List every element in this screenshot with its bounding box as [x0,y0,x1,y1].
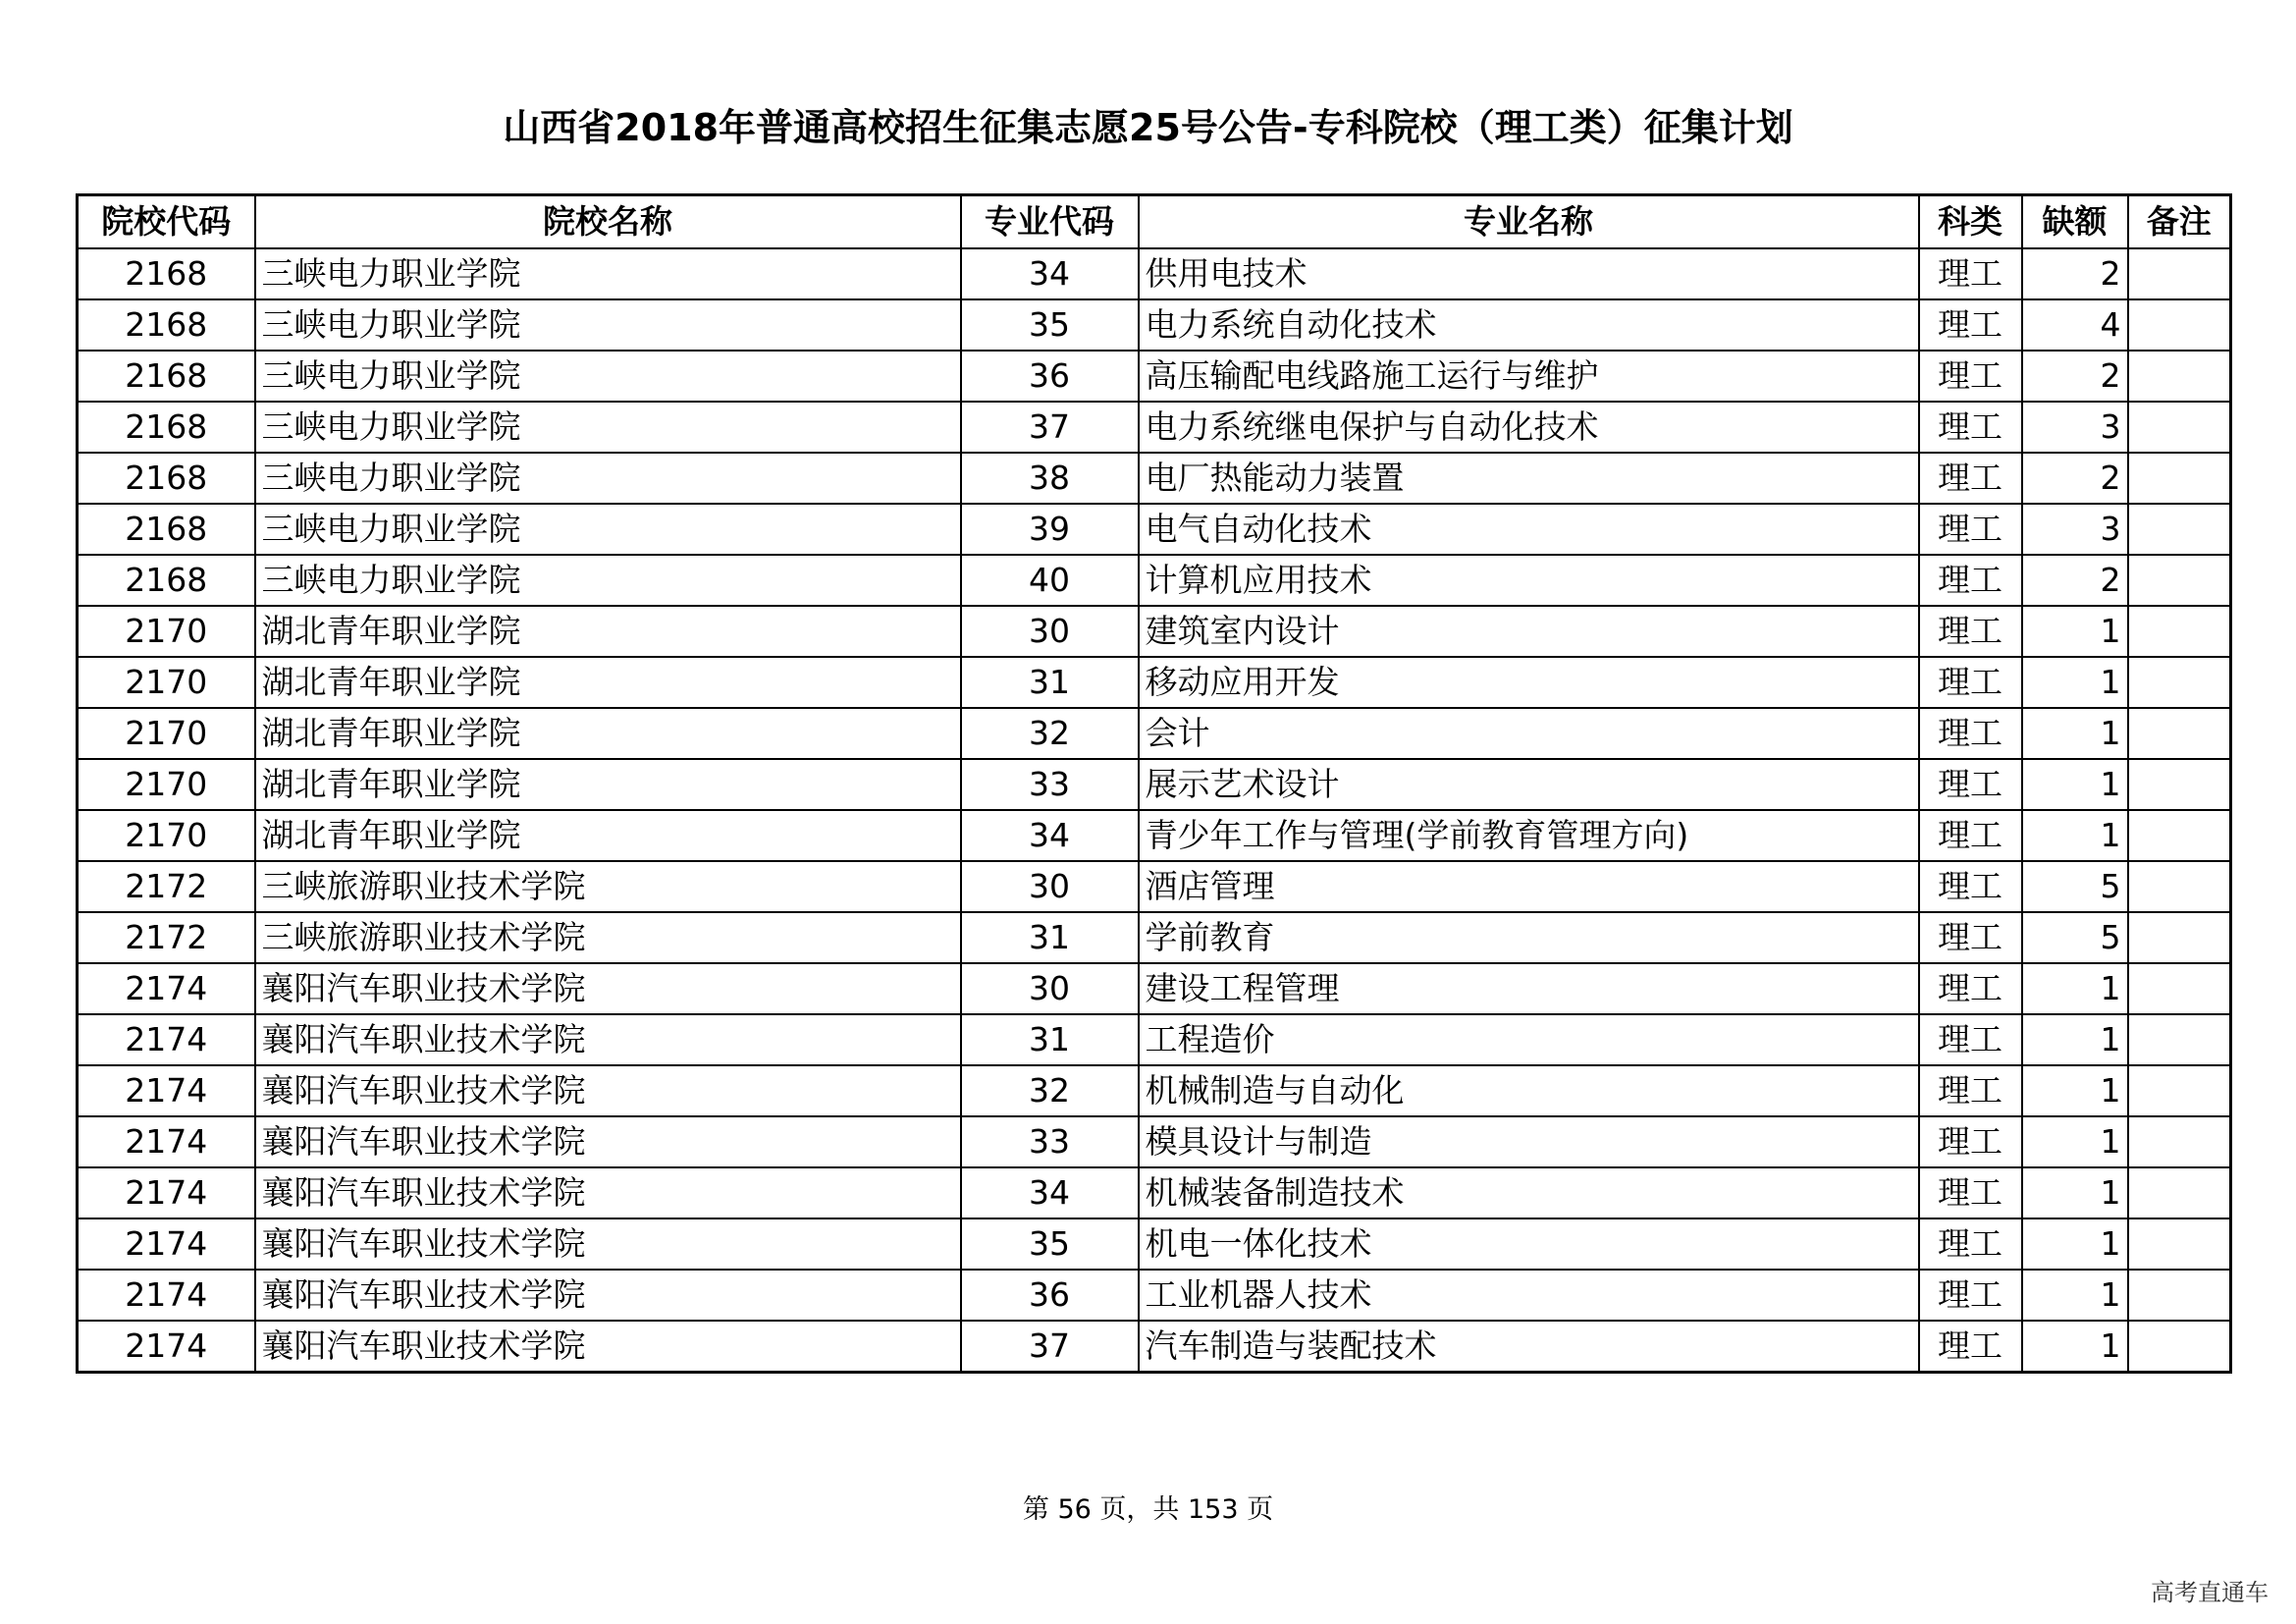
cell-school-code: 2174 [78,1270,255,1321]
table-row [78,912,2231,963]
cell-school-name: 湖北青年职业学院 [255,657,961,708]
column-header-school-code: 院校代码 [78,195,255,249]
cell-school-name: 三峡电力职业学院 [255,504,961,555]
cell-note [2128,248,2231,299]
cell-note [2128,606,2231,657]
column-header-major-name: 专业名称 [1139,195,1919,249]
cell-school-code: 2174 [78,1116,255,1167]
cell-note [2128,351,2231,402]
cell-note [2128,963,2231,1014]
cell-vacancy: 3 [2022,402,2128,453]
cell-major-code: 30 [961,861,1139,912]
cell-school-name: 三峡旅游职业技术学院 [255,861,961,912]
table-row [78,963,2231,1014]
table-row [78,299,2231,351]
cell-major-name: 机械制造与自动化 [1139,1065,1919,1116]
cell-vacancy: 1 [2022,1116,2128,1167]
cell-major-code: 30 [961,963,1139,1014]
cell-major-code: 33 [961,759,1139,810]
table-row [78,810,2231,861]
cell-school-code: 2174 [78,1014,255,1065]
cell-major-name: 高压输配电线路施工运行与维护 [1139,351,1919,402]
cell-school-code: 2168 [78,402,255,453]
cell-vacancy: 2 [2022,555,2128,606]
cell-major-name: 展示艺术设计 [1139,759,1919,810]
cell-vacancy: 3 [2022,504,2128,555]
cell-category: 理工 [1919,504,2022,555]
cell-major-name: 建设工程管理 [1139,963,1919,1014]
cell-category: 理工 [1919,708,2022,759]
cell-school-code: 2174 [78,1218,255,1270]
column-header-school-name: 院校名称 [255,195,961,249]
cell-note [2128,402,2231,453]
cell-note [2128,453,2231,504]
cell-major-name: 模具设计与制造 [1139,1116,1919,1167]
cell-note [2128,1014,2231,1065]
cell-major-name: 青少年工作与管理(学前教育管理方向) [1139,810,1919,861]
cell-major-code: 34 [961,1167,1139,1218]
table-row [78,1218,2231,1270]
enrollment-plan-table [76,193,2232,1374]
cell-category: 理工 [1919,1167,2022,1218]
cell-vacancy: 1 [2022,657,2128,708]
cell-major-name: 机械装备制造技术 [1139,1167,1919,1218]
cell-major-name: 电力系统自动化技术 [1139,299,1919,351]
cell-category: 理工 [1919,963,2022,1014]
cell-vacancy: 1 [2022,759,2128,810]
cell-note [2128,810,2231,861]
cell-school-code: 2168 [78,351,255,402]
cell-major-name: 工业机器人技术 [1139,1270,1919,1321]
cell-note [2128,861,2231,912]
table-row [78,708,2231,759]
table-row [78,555,2231,606]
cell-category: 理工 [1919,1321,2022,1373]
cell-major-name: 工程造价 [1139,1014,1919,1065]
cell-vacancy: 1 [2022,1167,2128,1218]
cell-major-code: 38 [961,453,1139,504]
cell-school-name: 襄阳汽车职业技术学院 [255,1218,961,1270]
cell-school-code: 2168 [78,555,255,606]
watermark-text: 高考直通车 [2151,1579,2269,1606]
cell-major-name: 电厂热能动力装置 [1139,453,1919,504]
cell-vacancy: 2 [2022,248,2128,299]
cell-school-code: 2172 [78,912,255,963]
cell-vacancy: 5 [2022,861,2128,912]
cell-vacancy: 2 [2022,351,2128,402]
cell-major-name: 供用电技术 [1139,248,1919,299]
cell-major-name: 机电一体化技术 [1139,1218,1919,1270]
cell-category: 理工 [1919,657,2022,708]
cell-vacancy: 2 [2022,453,2128,504]
cell-school-code: 2174 [78,1321,255,1373]
cell-major-code: 36 [961,1270,1139,1321]
cell-major-code: 35 [961,299,1139,351]
table-row [78,759,2231,810]
table-row [78,1116,2231,1167]
cell-note [2128,1270,2231,1321]
cell-vacancy: 1 [2022,606,2128,657]
cell-vacancy: 1 [2022,708,2128,759]
table-row [78,248,2231,299]
cell-vacancy: 1 [2022,1321,2128,1373]
cell-category: 理工 [1919,453,2022,504]
table-row [78,351,2231,402]
page-title: 山西省2018年普通高校招生征集志愿25号公告-专科院校（理工类）征集计划 [503,106,1793,149]
cell-note [2128,1167,2231,1218]
column-header-note: 备注 [2128,195,2231,249]
cell-note [2128,1321,2231,1373]
cell-school-name: 湖北青年职业学院 [255,810,961,861]
column-header-category: 科类 [1919,195,2022,249]
cell-school-name: 襄阳汽车职业技术学院 [255,1116,961,1167]
cell-major-name: 学前教育 [1139,912,1919,963]
column-header-vacancy: 缺额 [2022,195,2128,249]
cell-vacancy: 1 [2022,1014,2128,1065]
cell-school-name: 三峡电力职业学院 [255,453,961,504]
cell-major-code: 33 [961,1116,1139,1167]
cell-school-name: 三峡电力职业学院 [255,555,961,606]
table-row [78,1270,2231,1321]
cell-category: 理工 [1919,606,2022,657]
cell-note [2128,504,2231,555]
cell-category: 理工 [1919,912,2022,963]
table-row [78,1014,2231,1065]
table-row [78,504,2231,555]
cell-category: 理工 [1919,1116,2022,1167]
cell-note [2128,657,2231,708]
cell-major-code: 40 [961,555,1139,606]
column-header-major-code: 专业代码 [961,195,1139,249]
cell-category: 理工 [1919,1014,2022,1065]
cell-major-name: 计算机应用技术 [1139,555,1919,606]
cell-major-code: 37 [961,402,1139,453]
table-row [78,1321,2231,1373]
cell-school-code: 2168 [78,248,255,299]
cell-major-code: 31 [961,912,1139,963]
cell-major-name: 电气自动化技术 [1139,504,1919,555]
cell-school-name: 襄阳汽车职业技术学院 [255,1167,961,1218]
cell-vacancy: 1 [2022,1270,2128,1321]
cell-note [2128,759,2231,810]
cell-school-name: 襄阳汽车职业技术学院 [255,1270,961,1321]
cell-note [2128,1116,2231,1167]
cell-school-code: 2168 [78,504,255,555]
cell-school-name: 湖北青年职业学院 [255,606,961,657]
table-row [78,606,2231,657]
cell-major-code: 31 [961,1014,1139,1065]
cell-note [2128,912,2231,963]
cell-category: 理工 [1919,555,2022,606]
cell-category: 理工 [1919,299,2022,351]
cell-major-name: 移动应用开发 [1139,657,1919,708]
cell-category: 理工 [1919,1270,2022,1321]
cell-school-code: 2168 [78,299,255,351]
cell-school-name: 三峡电力职业学院 [255,299,961,351]
cell-school-name: 襄阳汽车职业技术学院 [255,1321,961,1373]
table-row [78,657,2231,708]
cell-school-code: 2168 [78,453,255,504]
cell-school-name: 湖北青年职业学院 [255,759,961,810]
cell-vacancy: 1 [2022,1218,2128,1270]
table-row [78,453,2231,504]
cell-major-name: 酒店管理 [1139,861,1919,912]
cell-major-name: 建筑室内设计 [1139,606,1919,657]
cell-major-name: 汽车制造与装配技术 [1139,1321,1919,1373]
cell-school-name: 湖北青年职业学院 [255,708,961,759]
cell-major-code: 34 [961,810,1139,861]
cell-school-code: 2172 [78,861,255,912]
cell-category: 理工 [1919,402,2022,453]
cell-category: 理工 [1919,248,2022,299]
cell-school-name: 三峡旅游职业技术学院 [255,912,961,963]
cell-major-code: 32 [961,1065,1139,1116]
cell-school-name: 襄阳汽车职业技术学院 [255,1014,961,1065]
cell-school-code: 2170 [78,657,255,708]
page-number-footer: 第 56 页，共 153 页 [1022,1494,1274,1525]
cell-major-name: 电力系统继电保护与自动化技术 [1139,402,1919,453]
cell-major-code: 37 [961,1321,1139,1373]
cell-major-code: 32 [961,708,1139,759]
cell-major-name: 会计 [1139,708,1919,759]
cell-school-name: 襄阳汽车职业技术学院 [255,1065,961,1116]
table-row [78,861,2231,912]
cell-note [2128,1218,2231,1270]
cell-school-name: 三峡电力职业学院 [255,351,961,402]
cell-major-code: 30 [961,606,1139,657]
cell-school-code: 2170 [78,759,255,810]
cell-vacancy: 4 [2022,299,2128,351]
cell-vacancy: 1 [2022,1065,2128,1116]
cell-category: 理工 [1919,759,2022,810]
table-body [78,248,2231,1373]
cell-school-code: 2170 [78,606,255,657]
cell-school-name: 三峡电力职业学院 [255,248,961,299]
cell-vacancy: 5 [2022,912,2128,963]
table-row [78,402,2231,453]
cell-major-code: 34 [961,248,1139,299]
cell-school-code: 2170 [78,810,255,861]
cell-category: 理工 [1919,1218,2022,1270]
cell-note [2128,1065,2231,1116]
table-row [78,1065,2231,1116]
cell-school-code: 2174 [78,1167,255,1218]
cell-category: 理工 [1919,810,2022,861]
cell-note [2128,299,2231,351]
cell-major-code: 39 [961,504,1139,555]
cell-major-code: 35 [961,1218,1139,1270]
cell-major-code: 36 [961,351,1139,402]
cell-note [2128,708,2231,759]
cell-school-code: 2174 [78,963,255,1014]
cell-vacancy: 1 [2022,810,2128,861]
cell-category: 理工 [1919,1065,2022,1116]
cell-note [2128,555,2231,606]
table-row [78,1167,2231,1218]
cell-school-name: 三峡电力职业学院 [255,402,961,453]
cell-school-code: 2174 [78,1065,255,1116]
cell-category: 理工 [1919,351,2022,402]
cell-school-code: 2170 [78,708,255,759]
cell-school-name: 襄阳汽车职业技术学院 [255,963,961,1014]
table-header-row [78,195,2231,249]
cell-category: 理工 [1919,861,2022,912]
cell-vacancy: 1 [2022,963,2128,1014]
cell-major-code: 31 [961,657,1139,708]
